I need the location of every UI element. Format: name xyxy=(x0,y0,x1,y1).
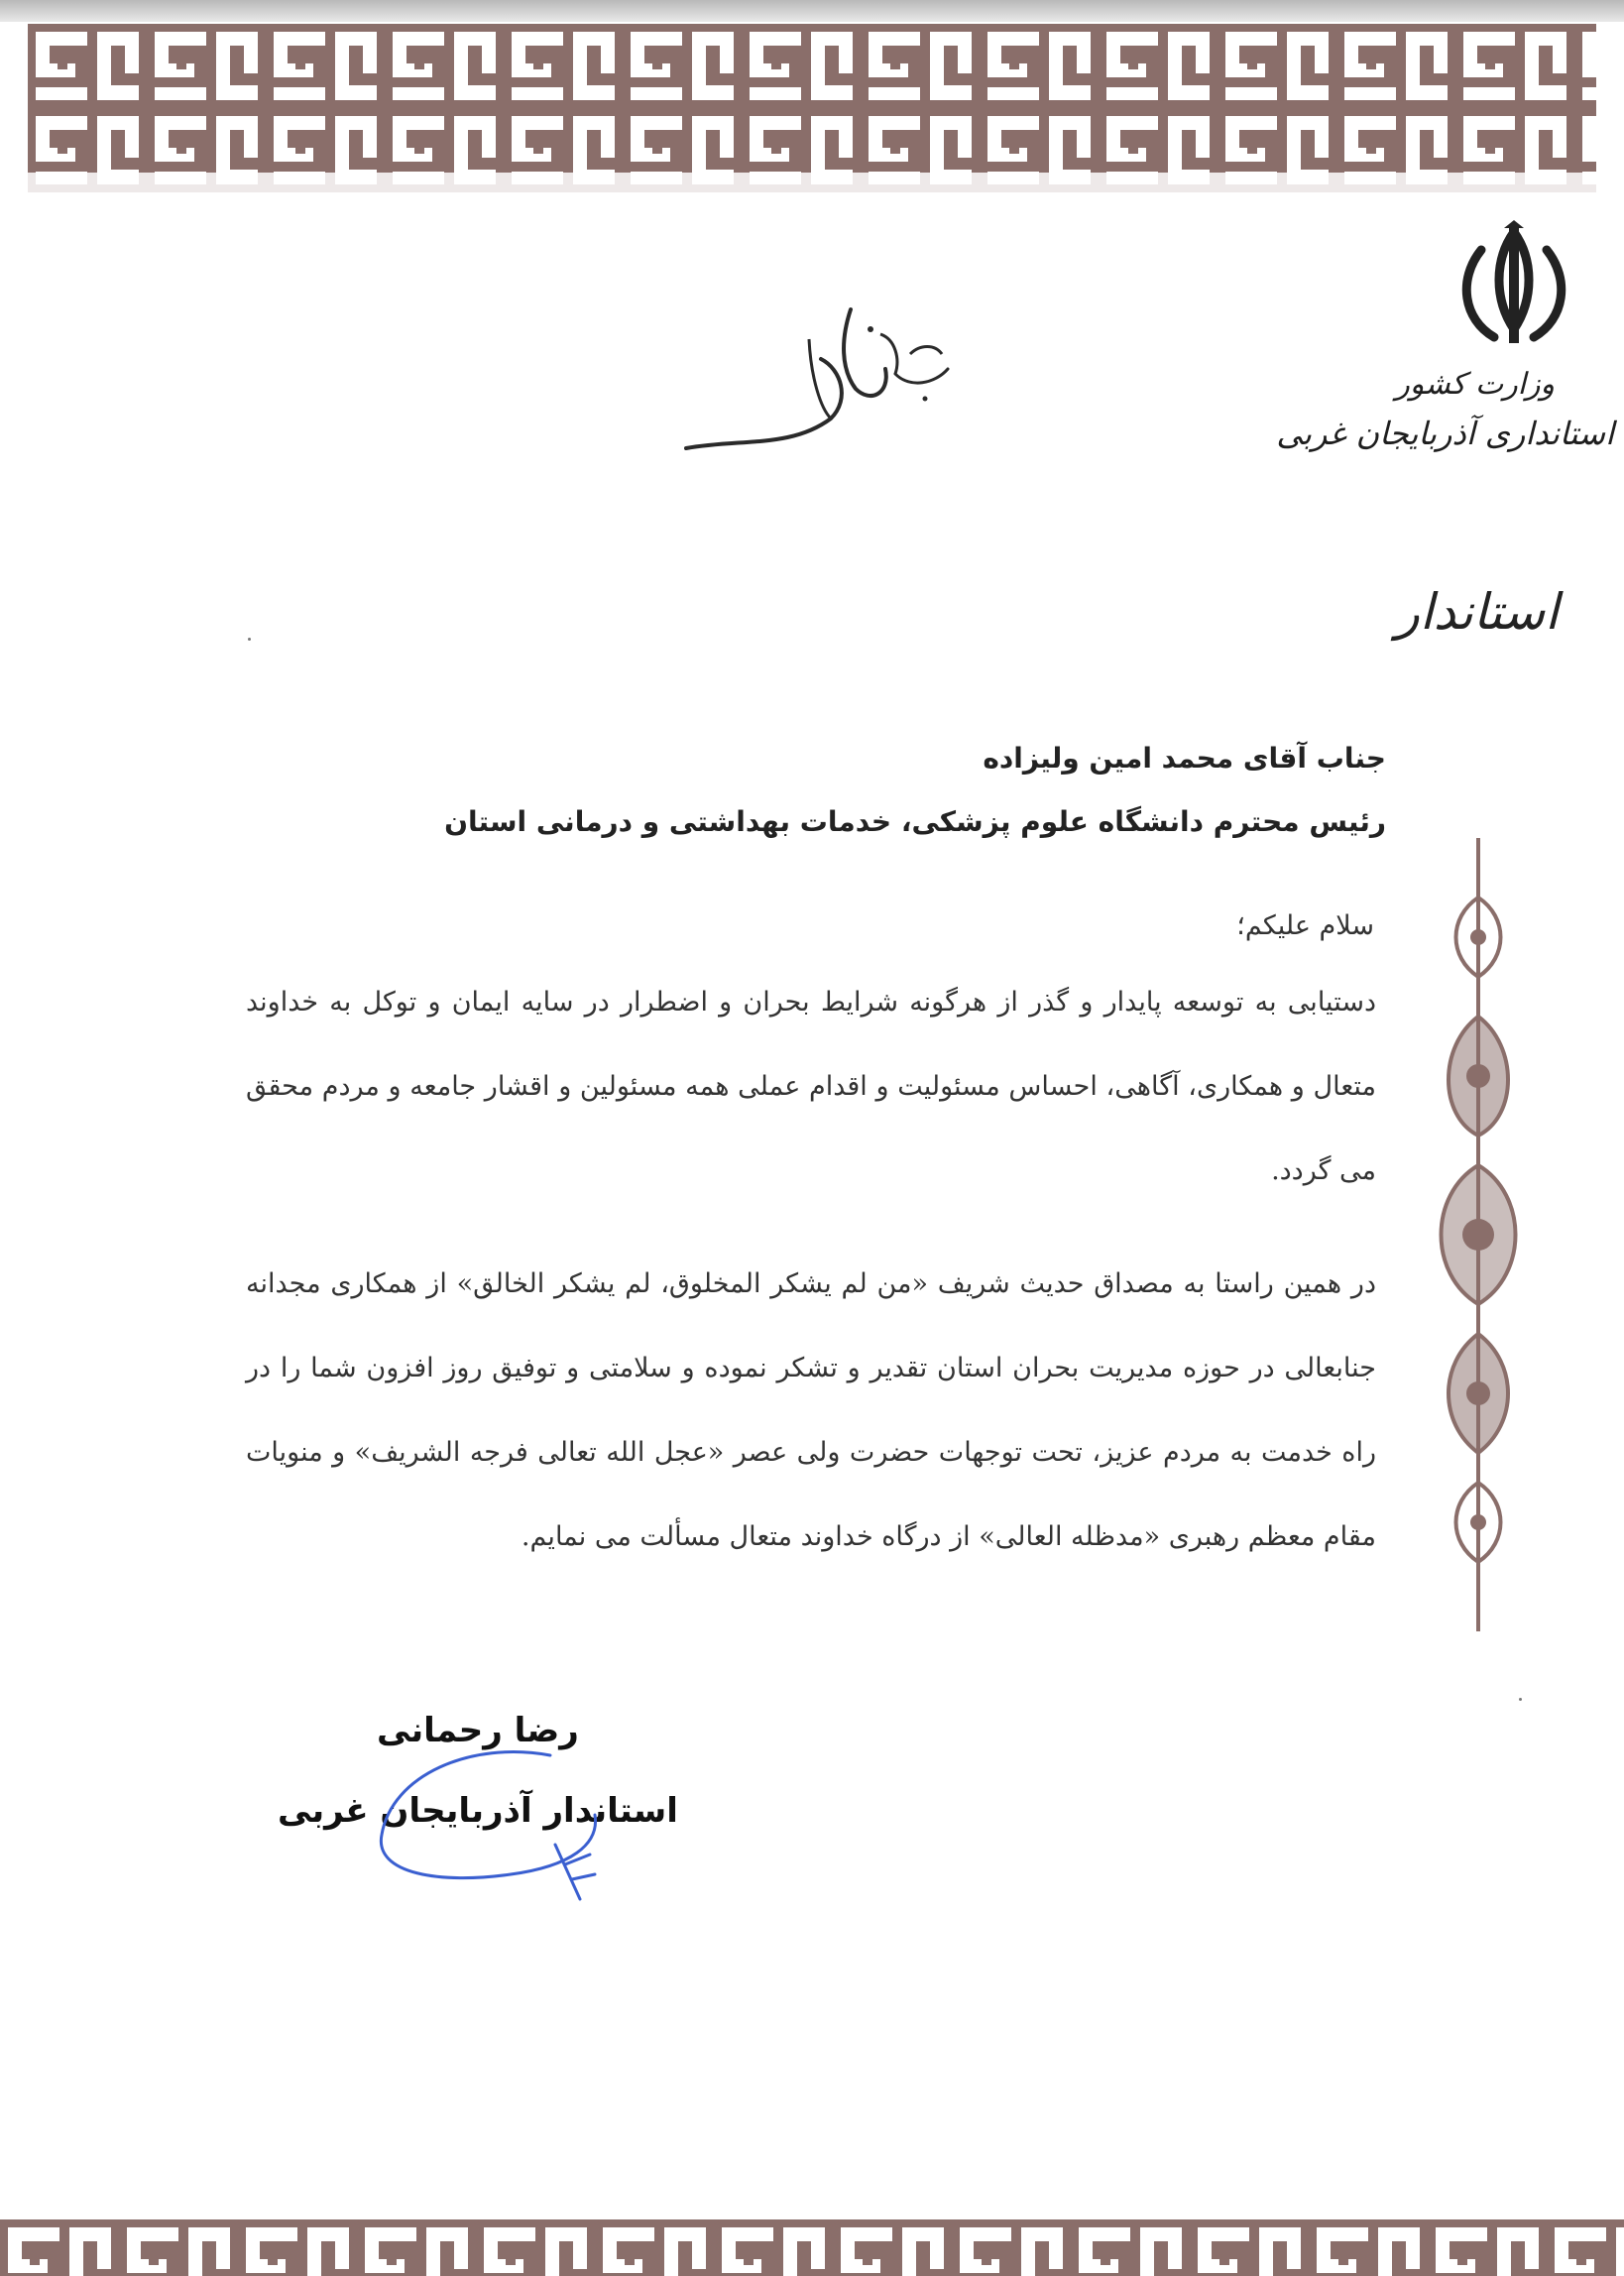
recipient-title: رئیس محترم دانشگاه علوم پزشکی، خدمات بهداشتی و درمانی استان xyxy=(444,805,1386,838)
ministry-name: وزارت کشور xyxy=(1395,367,1555,402)
scan-edge xyxy=(0,0,1624,22)
handwritten-signature xyxy=(352,1726,620,1904)
signatory-title: استاندار آذربایجان غربی xyxy=(278,1791,678,1831)
greeting: سلام علیکم؛ xyxy=(1236,910,1374,941)
office-name: استانداری آذربایجان غربی xyxy=(1276,415,1614,452)
side-ornament xyxy=(1424,838,1533,1631)
paragraph: دستیابی به توسعه پایدار و گذر از هرگونه شرایط بحران و اضطرار در سایه ایمان و توکل به خداوند متعال و همکاری، آگاهی، احساس مسئولیت و اقدام عملی همه مسئولین و اقشار جامعه و مردم محقق می گردد. xyxy=(246,987,1376,1186)
role-title: استاندار xyxy=(1395,583,1559,641)
paragraph: در همین راستا به مصداق حدیث شریف «من لم یشکر المخلوق، لم یشکر الخالق» از همکاری مجدانه جنابعالی در حوزه مدیریت بحران استان تقدیر و تشکر نموده و سلامتی و توفیق روز افزون شما را در راه خدمت به مردم عزیز، تحت توجهات حضرت ولی عصر «عجل الله تعالی فرجه الشریف» و منویات مقام معظم رهبری «مدظله العالی» از درگاه خداوند متعال مسألت می نمایم. xyxy=(246,1268,1376,1552)
scan-speck xyxy=(1519,1698,1522,1701)
ornamental-border-top xyxy=(28,24,1596,192)
ornamental-border-bottom xyxy=(0,2219,1624,2276)
recipient-name: جناب آقای محمد امین ولیزاده xyxy=(983,742,1386,775)
scan-speck xyxy=(248,638,251,641)
signatory-name: رضا رحمانی xyxy=(377,1711,579,1750)
invocation-calligraphy xyxy=(682,299,958,463)
iran-emblem-icon xyxy=(1450,220,1578,354)
